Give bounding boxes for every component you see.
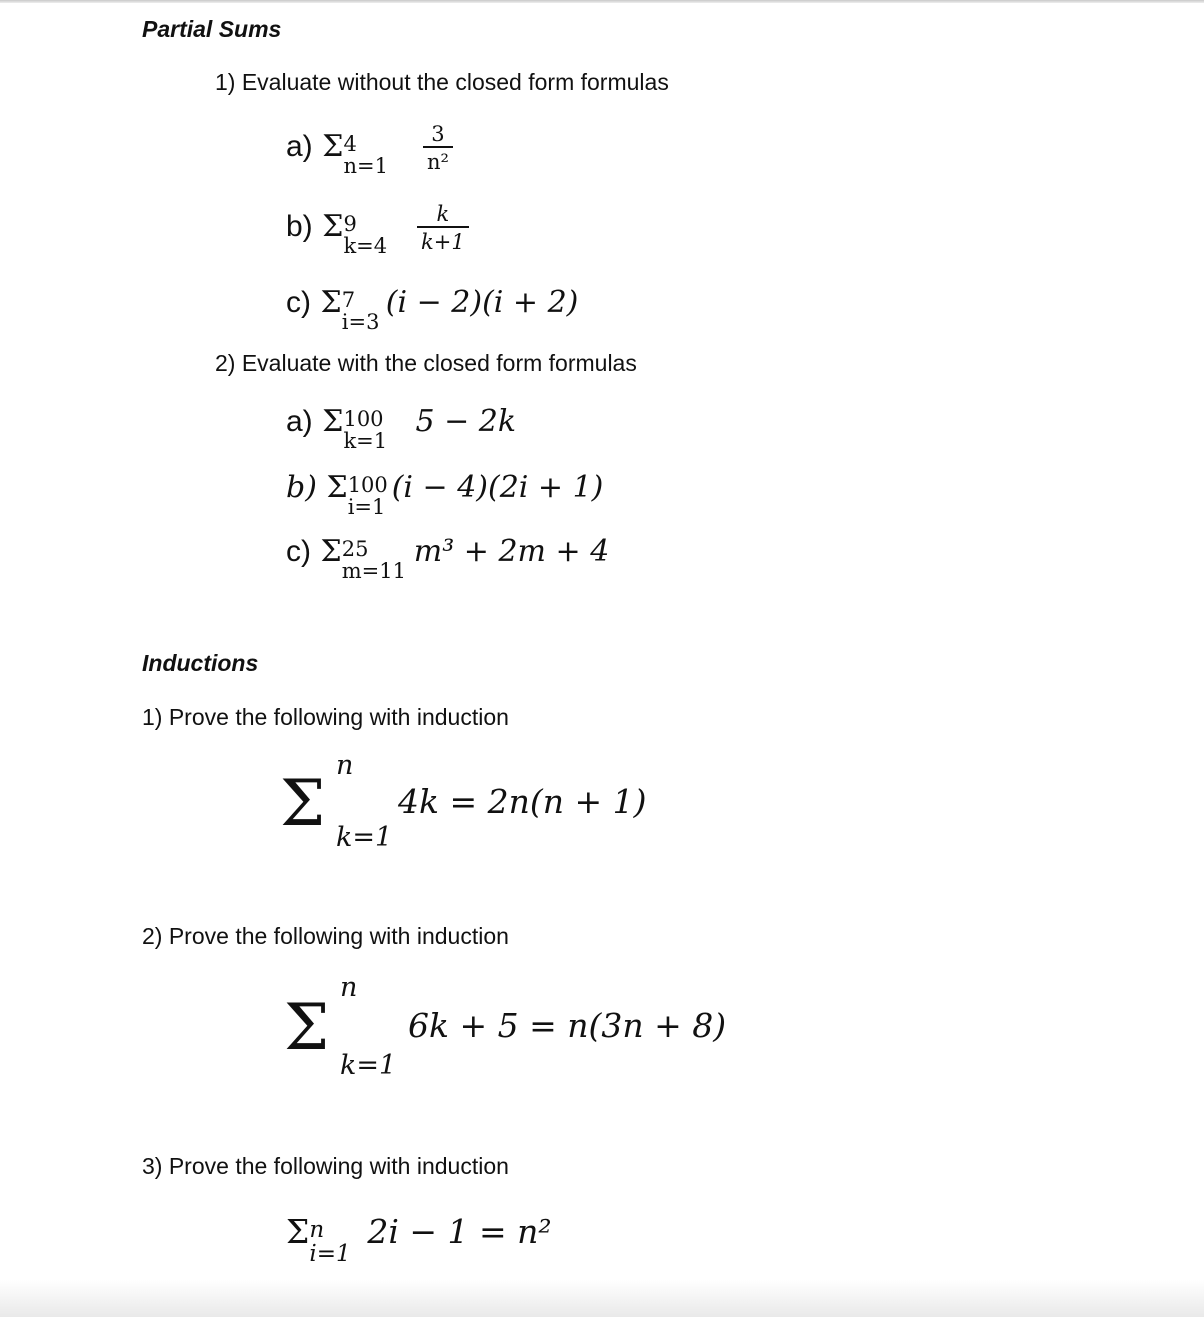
q1c-lower-limit: i=3 xyxy=(341,310,380,334)
q2-part-b xyxy=(286,470,604,519)
sigma-symbol: Σ xyxy=(320,534,342,569)
q1b-numerator: k xyxy=(436,202,450,226)
p1-upper-limit: n xyxy=(336,750,354,781)
q2a-expression: 5 − 2k xyxy=(415,404,517,439)
q1b-label: b) xyxy=(286,210,313,243)
sigma-symbol: Σ xyxy=(322,129,344,164)
q1b-lower-limit: k=4 xyxy=(343,234,388,258)
q2c-upper-limit: 25 xyxy=(341,537,369,561)
q2a-label: a) xyxy=(286,405,313,438)
q2b-expression: (i − 4)(2i + 1) xyxy=(391,470,604,505)
q2-part-a xyxy=(286,404,517,453)
sigma-symbol: Σ xyxy=(322,209,344,244)
sigma-symbol: Σ xyxy=(320,285,342,320)
sigma-symbol: Σ xyxy=(286,1212,310,1251)
q1c-expression: (i − 2)(i + 2) xyxy=(385,285,579,320)
q2b-label: b) xyxy=(286,470,317,505)
sigma-symbol: Σ xyxy=(284,991,330,1065)
sigma-symbol: Σ xyxy=(322,404,344,439)
q1a-numerator: 3 xyxy=(431,122,445,146)
q2b-upper-limit: 100 xyxy=(347,473,388,497)
q2a-lower-limit: k=1 xyxy=(343,429,388,453)
q2c-lower-limit: m=11 xyxy=(341,559,406,583)
induction-3-title: 3) Prove the following with induction xyxy=(142,1153,509,1179)
question-2-title: 2) Evaluate with the closed form formulas xyxy=(215,350,637,376)
q1-part-b xyxy=(286,202,469,258)
p1-expression: 4k = 2n(n + 1) xyxy=(398,782,647,821)
q1b-fraction xyxy=(417,202,469,254)
p2-expression: 6k + 5 = n(3n + 8) xyxy=(408,1006,727,1045)
q1a-upper-limit: 4 xyxy=(343,132,357,156)
q2c-expression: m³ + 2m + 4 xyxy=(413,534,610,569)
q1a-lower-limit: n=1 xyxy=(343,154,388,178)
p3-expression: 2i − 1 = n² xyxy=(367,1212,552,1251)
section-heading-inductions: Inductions xyxy=(142,650,259,676)
q1a-denominator: n² xyxy=(423,146,453,174)
sigma-symbol: Σ xyxy=(326,470,348,505)
q1-part-c xyxy=(286,285,579,334)
q1-part-a xyxy=(286,122,453,178)
q1c-upper-limit: 7 xyxy=(341,288,356,312)
question-1-title: 1) Evaluate without the closed form formulas xyxy=(215,69,669,95)
q1c-label: c) xyxy=(286,286,311,319)
q2-part-c xyxy=(286,534,610,583)
q2a-upper-limit: 100 xyxy=(343,407,384,431)
sigma-symbol: Σ xyxy=(280,767,326,841)
p1-lower-limit: k=1 xyxy=(336,822,393,853)
q1a-fraction xyxy=(423,122,453,174)
q2b-lower-limit: i=1 xyxy=(347,495,386,519)
induction-2-title: 2) Prove the following with induction xyxy=(142,923,509,949)
p3-upper-limit: n xyxy=(309,1217,325,1243)
p2-upper-limit: n xyxy=(340,972,358,1003)
q1b-denominator: k+1 xyxy=(417,226,469,254)
induction-3-formula xyxy=(286,1212,552,1267)
q1a-label: a) xyxy=(286,130,313,163)
bottom-edge-shadow xyxy=(0,1280,1204,1317)
section-heading-partial-sums: Partial Sums xyxy=(142,16,282,42)
top-border xyxy=(0,0,1204,3)
q1b-upper-limit: 9 xyxy=(343,212,357,236)
p3-lower-limit: i=1 xyxy=(309,1241,351,1267)
induction-1-title: 1) Prove the following with induction xyxy=(142,704,509,730)
p2-lower-limit: k=1 xyxy=(340,1050,397,1081)
q2c-label: c) xyxy=(286,535,311,568)
